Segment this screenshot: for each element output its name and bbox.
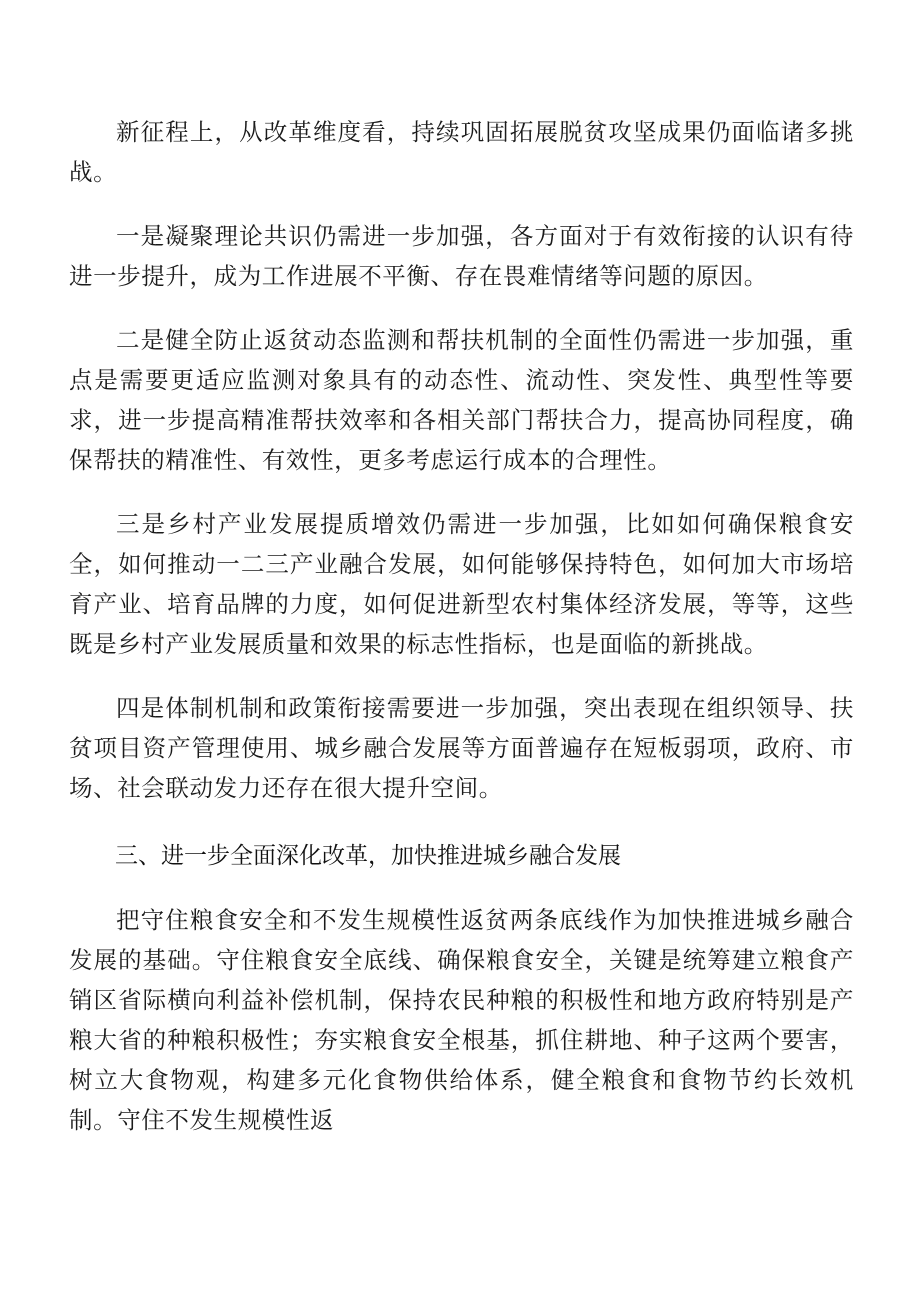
document-body: [69, 112, 854, 1140]
paragraph-intro: 新征程上，从改革维度看，持续巩固拓展脱贫攻坚成果仍面临诸多挑战。: [69, 118, 854, 186]
paragraph-point-one: 一是凝聚理论共识仍需进一步加强，各方面对于有效衔接的认识有待进一步提升，成为工作进展不平衡、存在畏难情绪等问题的原因。: [69, 222, 854, 290]
section-heading: 三、进一步全面深化改革，加快推进城乡融合发展: [115, 843, 621, 869]
paragraph-point-two: 二是健全防止返贫动态监测和帮扶机制的全面性仍需进一步加强，重点是需要更适应监测对象具有的动态性、流动性、突发性、典型性等要求，进一步提高精准帮扶效率和各相关部门帮扶合力，提高协同程度，确保帮扶的精准性、有效性，更多考虑运行成本的合理性。: [69, 326, 854, 474]
paragraph-section-body: 把守住粮食安全和不发生规模性返贫两条底线作为加快推进城乡融合发展的基础。守住粮食安全底线、确保粮食安全，关键是统筹建立粮食产销区省际横向利益补偿机制，保持农民种粮的积极性和地方政府特别是产粮大省的种粮积极性；夯实粮食安全根基，抓住耕地、种子这两个要害，树立大食物观，构建多元化食物供给体系，健全粮食和食物节约长效机制。守住不发生规模性返: [69, 906, 854, 1134]
paragraph-point-three: 三是乡村产业发展提质增效仍需进一步加强，比如如何确保粮食安全，如何推动一二三产业融合发展，如何能够保持特色，如何加大市场培育产业、培育品牌的力度，如何促进新型农村集体经济发展，等等，这些既是乡村产业发展质量和效果的标志性指标，也是面临的新挑战。: [69, 510, 854, 658]
paragraph-point-four: 四是体制机制和政策衔接需要进一步加强，突出表现在组织领导、扶贫项目资产管理使用、城乡融合发展等方面普遍存在短板弱项，政府、市场、社会联动发力还存在很大提升空间。: [69, 694, 854, 802]
